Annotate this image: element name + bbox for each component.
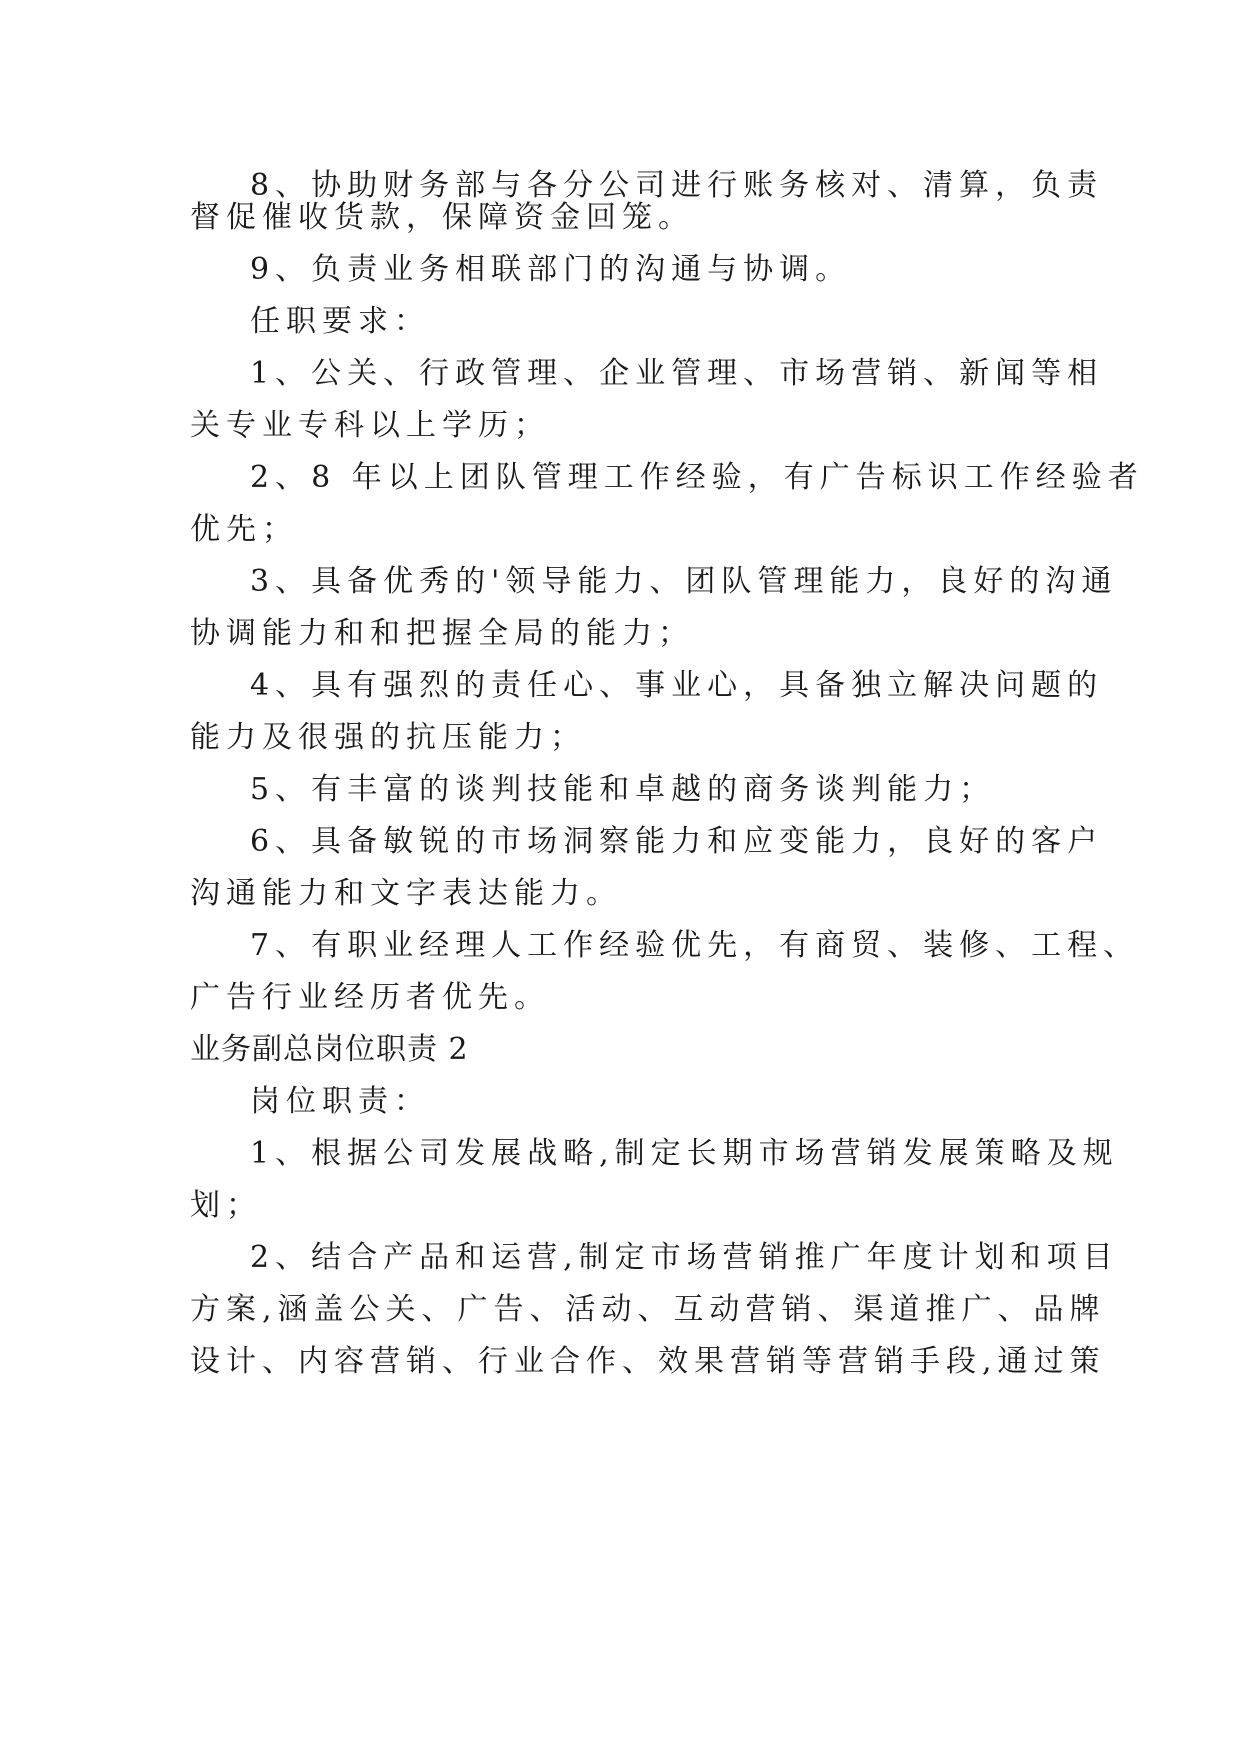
- section-label: 岗位职责：: [250, 1084, 430, 1119]
- paragraph-line: 9、负责业务相联部门的沟通与协调。: [250, 252, 852, 287]
- section-label: 任职要求：: [250, 304, 430, 339]
- paragraph-line: 方案,涵盖公关、广告、活动、互动营销、渠道推广、品牌: [190, 1292, 1106, 1327]
- paragraph-line: 1、根据公司发展战略,制定长期市场营销发展策略及规: [250, 1136, 1119, 1171]
- paragraph-line: 优先；: [190, 512, 298, 547]
- section-heading: 业务副总岗位职责 2: [190, 1032, 469, 1067]
- paragraph-line: 关专业专科以上学历；: [190, 408, 550, 443]
- paragraph-line: 广告行业经历者优先。: [190, 980, 550, 1015]
- paragraph-line: 4、具有强烈的责任心、事业心，具备独立解决问题的: [250, 668, 1104, 703]
- paragraph-line: 2、结合产品和运营,制定市场营销推广年度计划和项目: [250, 1240, 1119, 1275]
- paragraph-line: 3、具备优秀的'领导能力、团队管理能力，良好的沟通: [250, 564, 1118, 599]
- paragraph-line: 5、有丰富的谈判技能和卓越的商务谈判能力；: [250, 772, 996, 807]
- paragraph-line: 2、8 年以上团队管理工作经验，有广告标识工作经验者: [250, 460, 1144, 495]
- paragraph-line: 沟通能力和文字表达能力。: [190, 876, 622, 911]
- paragraph-line: 划；: [190, 1188, 262, 1223]
- paragraph-line: 设计、内容营销、行业合作、效果营销等营销手段,通过策: [190, 1344, 1106, 1379]
- paragraph-line: 6、具备敏锐的市场洞察能力和应变能力，良好的客户: [250, 824, 1104, 859]
- paragraph-line: 能力及很强的抗压能力；: [190, 720, 586, 755]
- paragraph-line: 8、协助财务部与各分公司进行账务核对、清算，负责: [250, 168, 1104, 203]
- paragraph-line: 1、公关、行政管理、企业管理、市场营销、新闻等相: [250, 356, 1104, 391]
- paragraph-line: 7、有职业经理人工作经验优先，有商贸、装修、工程、: [250, 928, 1140, 963]
- paragraph-line: 督促催收货款，保障资金回笼。: [190, 200, 694, 235]
- paragraph-line: 协调能力和和把握全局的能力；: [190, 616, 694, 651]
